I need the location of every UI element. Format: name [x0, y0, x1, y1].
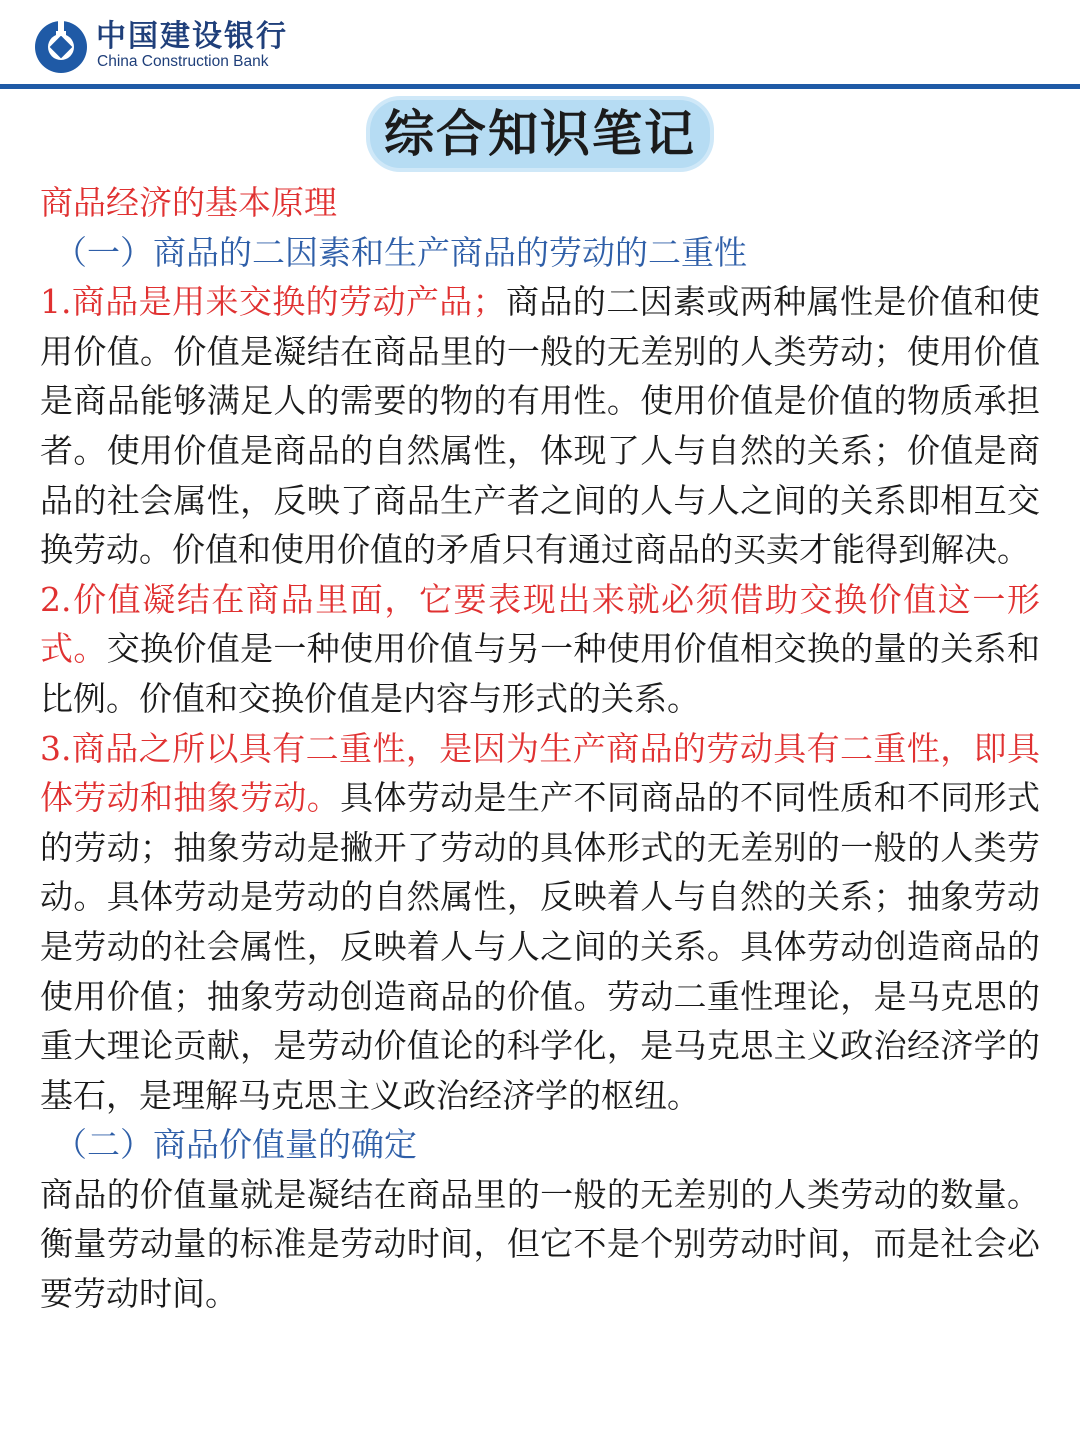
- paragraph-3-body: 具体劳动是生产不同商品的不同性质和不同形式的劳动；抽象劳动是撇开了劳动的具体形式的无差别的一般的人类劳动。具体劳动是劳动的自然属性，反映着人与自然的关系；抽象劳动是劳动的社会属性，反映着人与人之间的关系。具体劳动创造商品的使用价值；抽象劳动创造商品的价值。劳动二重性理论，是马克思的重大理论贡献，是劳动价值论的科学化，是马克思主义政治经济学的基石，是理解马克思主义政治经济学的枢纽。: [40, 778, 1041, 1115]
- paragraph-2: [40, 575, 1040, 724]
- ccb-logo-icon: [34, 20, 88, 74]
- paragraph-3-lead: 3.商品之所以具有二重性，是因为生产商品的劳动具有二重性，即具体劳动和抽象劳动。: [40, 728, 1040, 818]
- page-header: [0, 0, 1080, 84]
- paragraph-4: 商品的价值量就是凝结在商品里的一般的无差别的人类劳动的数量。衡量劳动量的标准是劳动时间，但它不是个别劳动时间，而是社会必要劳动时间。: [40, 1174, 1040, 1314]
- bank-name-chinese: 中国建设银行: [96, 19, 288, 54]
- paragraph-1: [40, 277, 1040, 575]
- paragraph-2-lead: 2.价值凝结在商品里面，它要表现出来就必须借助交换价值这一形式。: [40, 579, 1040, 669]
- subsection-heading-1: （一）商品的二因素和生产商品的劳动的二重性: [40, 228, 757, 278]
- subsection-heading-2: （二）商品价值量的确定: [40, 1120, 427, 1170]
- subsection-heading-1-line: [40, 228, 1040, 278]
- paragraph-3: [40, 724, 1040, 1121]
- subsection-heading-2-line: [40, 1120, 1040, 1170]
- page-title: 综合知识笔记: [370, 100, 710, 168]
- paragraph-1-lead: 1.商品是用来交换的劳动产品；: [40, 282, 506, 322]
- title-container: [0, 100, 1080, 168]
- section-heading: 商品经济的基本原理: [40, 183, 337, 222]
- notes-content: [40, 178, 1040, 1319]
- header-divider: [0, 84, 1080, 89]
- paragraph-1-body: 商品的二因素或两种属性是价值和使用价值。价值是凝结在商品里的一般的无差别的人类劳动；使用价值是商品能够满足人的需要的物的有用性。使用价值是价值的物质承担者。使用价值是商品的自然属性，体现了人与自然的关系；价值是商品的社会属性，反映了商品生产者之间的人与人之间的关系即相互交换劳动。价值和使用价值的矛盾只有通过商品的买卖才能得到解决。: [40, 282, 1040, 570]
- bank-name-english: China Construction Bank: [97, 53, 269, 70]
- paragraph-2-body: 交换价值是一种使用价值与另一种使用价值相交换的量的关系和比例。价值和交换价值是内容与形式的关系。: [40, 629, 1041, 718]
